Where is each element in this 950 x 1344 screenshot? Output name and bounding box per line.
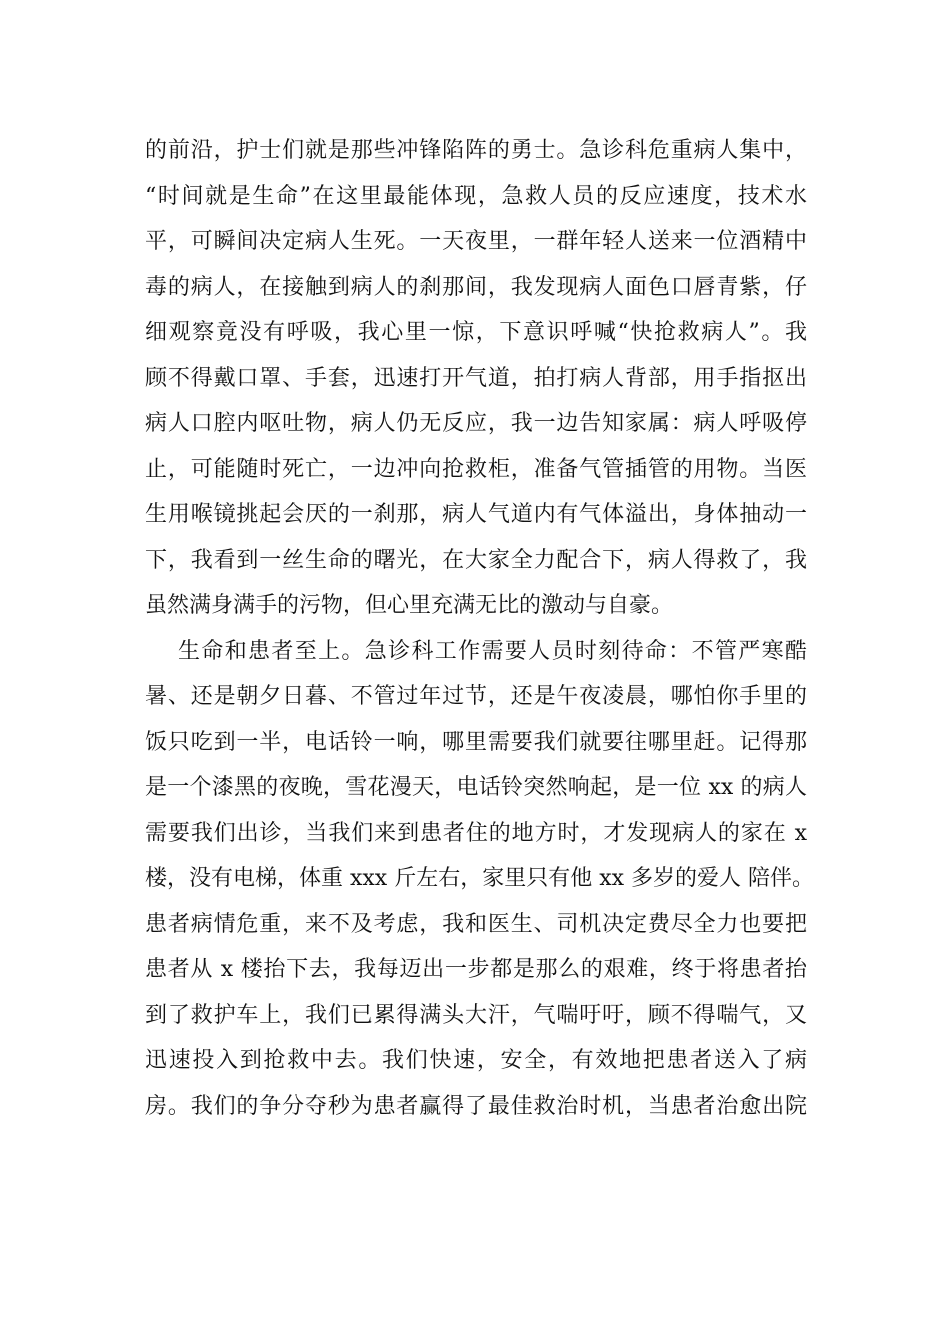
text-line: 止，可能随时死亡，一边冲向抢救柜，准备气管插管的用物。当医 <box>145 456 807 482</box>
text-line: 房。我们的争分夺秒为患者赢得了最佳救治时机，当患者治愈出院 <box>145 1093 807 1119</box>
text-line: 到了救护车上，我们已累得满头大汗，气喘吁吁，顾不得喘气，又 <box>145 1002 807 1028</box>
body-text <box>145 128 815 1129</box>
text-line: 是一个漆黑的夜晚，雪花漫天，电话铃突然响起，是一位 xx 的病人 <box>145 775 807 800</box>
text-line: 患者病情危重，来不及考虑，我和医生、司机决定费尽全力也要把 <box>145 911 807 937</box>
paragraph-end-line: 虽然满身满手的污物，但心里充满无比的激动与自豪。 <box>145 593 674 618</box>
text-line: 楼，没有电梯，体重 xxx 斤左右，家里只有他 xx 多岁的爱人 陪伴。 <box>145 866 815 891</box>
text-line: 病人口腔内呕吐物，病人仍无反应，我一边告知家属：病人呼吸停 <box>145 411 807 436</box>
text-line: 顾不得戴口罩、手套，迅速打开气道，拍打病人背部，用手指抠出 <box>145 365 807 391</box>
text-line: 平，可瞬间决定病人生死。一天夜里，一群年轻人送来一位酒精中 <box>145 229 807 254</box>
text-line: 饭只吃到一半，电话铃一响，哪里需要我们就要往哪里赶。记得那 <box>145 729 807 755</box>
text-line: 患者从 x 楼抬下去，我每迈出一步都是那么的艰难，终于将患者抬 <box>145 957 807 982</box>
text-line: 细观察竟没有呼吸，我心里一惊，下意识呼喊“快抢救病人”。我 <box>145 320 807 345</box>
text-line: 迅速投入到抢救中去。我们快速，安全，有效地把患者送入了病 <box>145 1048 807 1073</box>
paragraph-start-line: 生命和患者至上。急诊科工作需要人员时刻待命：不管严寒酷 <box>178 638 807 664</box>
text-line: 的前沿，护士们就是那些冲锋陷阵的勇士。急诊科危重病人集中， <box>145 138 807 163</box>
text-line: 需要我们出诊，当我们来到患者住的地方时，才发现病人的家在 x <box>145 820 807 846</box>
text-line: 暑、还是朝夕日暮、不管过年过节，还是午夜凌晨，哪怕你手里的 <box>145 684 807 709</box>
text-line: 生用喉镜挑起会厌的一刹那，病人气道内有气体溢出，身体抽动一 <box>145 502 807 527</box>
text-line: 下，我看到一丝生命的曙光，在大家全力配合下，病人得救了，我 <box>145 547 807 573</box>
text-line: “时间就是生命”在这里最能体现，急救人员的反应速度，技术水 <box>145 183 807 209</box>
text-line: 毒的病人，在接触到病人的刹那间，我发现病人面色口唇青紫，仔 <box>145 274 807 300</box>
